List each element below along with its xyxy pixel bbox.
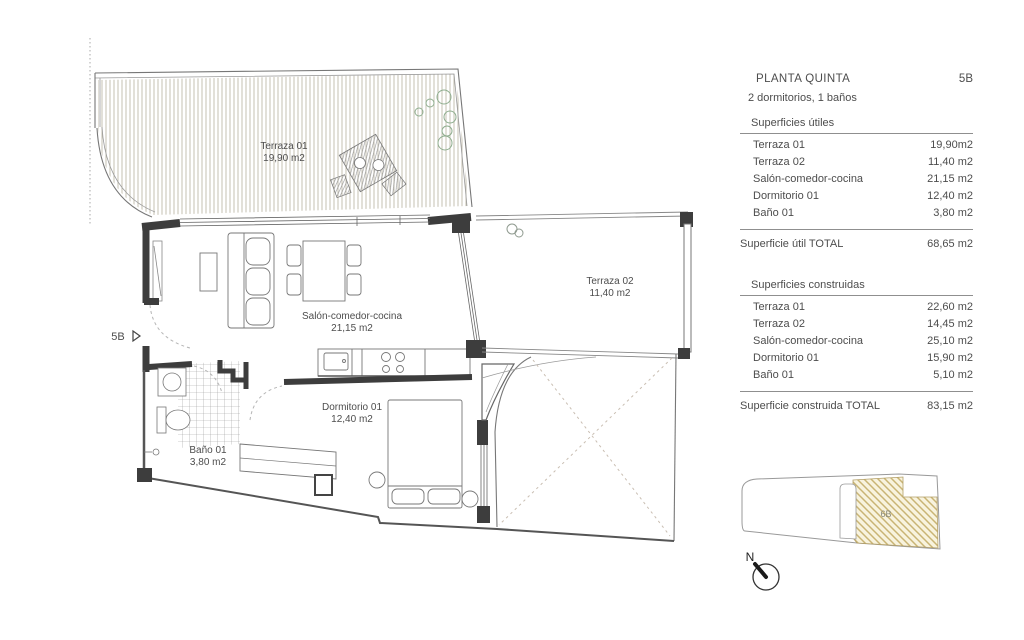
table-row bbox=[740, 333, 973, 350]
living-room-label: Salón-comedor-cocina bbox=[301, 311, 403, 322]
sheet-title: PLANTA QUINTA bbox=[756, 73, 851, 85]
living-room-area: 21,15 m2 bbox=[331, 323, 373, 334]
useful-total-row bbox=[740, 229, 973, 252]
north-label: N bbox=[745, 550, 755, 564]
toilet-icon bbox=[157, 407, 166, 433]
east-glazing bbox=[452, 218, 486, 358]
kitchen-counter-icon bbox=[318, 349, 470, 376]
row-label: Terraza 02 bbox=[753, 156, 805, 168]
bed-icon bbox=[388, 400, 462, 508]
small-plant-icon bbox=[507, 224, 523, 237]
row-label: Terraza 01 bbox=[753, 301, 805, 313]
built-areas-heading: Superficies construidas bbox=[740, 279, 973, 296]
row-value: 14,45 m2 bbox=[927, 318, 973, 330]
table-row bbox=[740, 299, 973, 316]
row-value: 3,80 m2 bbox=[933, 207, 973, 219]
north-arrow-icon bbox=[746, 550, 779, 590]
bedside-table-icon bbox=[462, 491, 478, 507]
curved-wall bbox=[482, 364, 514, 420]
bedside-table-icon bbox=[369, 472, 385, 488]
bedroom bbox=[240, 377, 490, 523]
dining-table-icon bbox=[287, 241, 361, 301]
row-value: 12,40 m2 bbox=[927, 190, 973, 202]
total-label: Superficie construida TOTAL bbox=[740, 400, 881, 412]
table-row bbox=[740, 171, 973, 188]
row-value: 11,40 m2 bbox=[927, 156, 973, 168]
row-value: 22,60 m2 bbox=[927, 301, 973, 313]
built-total-row bbox=[740, 391, 973, 414]
area-summary-panel bbox=[740, 73, 973, 414]
living-room bbox=[144, 227, 470, 376]
table-row bbox=[740, 205, 973, 222]
keyplan bbox=[742, 474, 940, 549]
column bbox=[315, 475, 332, 495]
total-value: 83,15 m2 bbox=[927, 400, 973, 412]
row-label: Dormitorio 01 bbox=[753, 190, 820, 202]
sheet-subtitle: 2 dormitorios, 1 baños bbox=[748, 92, 857, 104]
entry-arrow-icon bbox=[133, 331, 140, 341]
keyplan-unit-label: 6B bbox=[880, 509, 892, 519]
void-cross-icon bbox=[499, 358, 672, 536]
bedroom-area: 12,40 m2 bbox=[331, 414, 373, 425]
row-value: 15,90 m2 bbox=[927, 352, 973, 364]
row-label: Salón-comedor-cocina bbox=[753, 335, 864, 347]
table-row bbox=[740, 350, 973, 367]
row-value: 5,10 m2 bbox=[933, 369, 973, 381]
row-label: Dormitorio 01 bbox=[753, 352, 820, 364]
terrace-01-area: 19,90 m2 bbox=[263, 153, 305, 164]
row-value: 21,15 m2 bbox=[927, 173, 973, 185]
row-label: Baño 01 bbox=[753, 369, 794, 381]
wardrobe-icon bbox=[240, 444, 336, 479]
built-areas-table bbox=[740, 299, 973, 384]
terrace-02-label: Terraza 02 bbox=[586, 276, 634, 287]
entry-door-leaf bbox=[144, 298, 159, 305]
row-label: Baño 01 bbox=[753, 207, 794, 219]
table-row bbox=[740, 316, 973, 333]
unit-code: 5B bbox=[958, 73, 973, 85]
row-value: 25,10 m2 bbox=[927, 335, 973, 347]
row-label: Terraza 01 bbox=[753, 139, 805, 151]
bedroom-label: Dormitorio 01 bbox=[321, 402, 383, 413]
north-wall bbox=[142, 215, 471, 227]
bathroom-area: 3,80 m2 bbox=[189, 457, 227, 468]
table-row bbox=[740, 188, 973, 205]
total-label: Superficie útil TOTAL bbox=[740, 238, 844, 250]
table-row bbox=[740, 154, 973, 171]
void-region bbox=[482, 354, 676, 541]
row-label: Terraza 02 bbox=[753, 318, 805, 330]
row-label: Salón-comedor-cocina bbox=[753, 173, 864, 185]
bathroom-label: Baño 01 bbox=[189, 445, 227, 456]
terrace-02-area: 11,40 m2 bbox=[589, 288, 631, 299]
terrace-02 bbox=[476, 212, 693, 359]
useful-areas-heading: Superficies útiles bbox=[740, 117, 973, 134]
total-value: 68,65 m2 bbox=[927, 238, 973, 250]
entry-door-swing bbox=[150, 305, 190, 348]
table-row bbox=[740, 137, 973, 154]
terrace-01-label: Terraza 01 bbox=[260, 141, 308, 152]
side-table-icon bbox=[200, 253, 217, 291]
sofa-icon bbox=[228, 233, 274, 328]
table-row bbox=[740, 367, 973, 384]
row-value: 19,90m2 bbox=[930, 139, 973, 151]
entry-unit-label: 5B bbox=[111, 331, 125, 343]
useful-areas-table bbox=[740, 137, 973, 222]
